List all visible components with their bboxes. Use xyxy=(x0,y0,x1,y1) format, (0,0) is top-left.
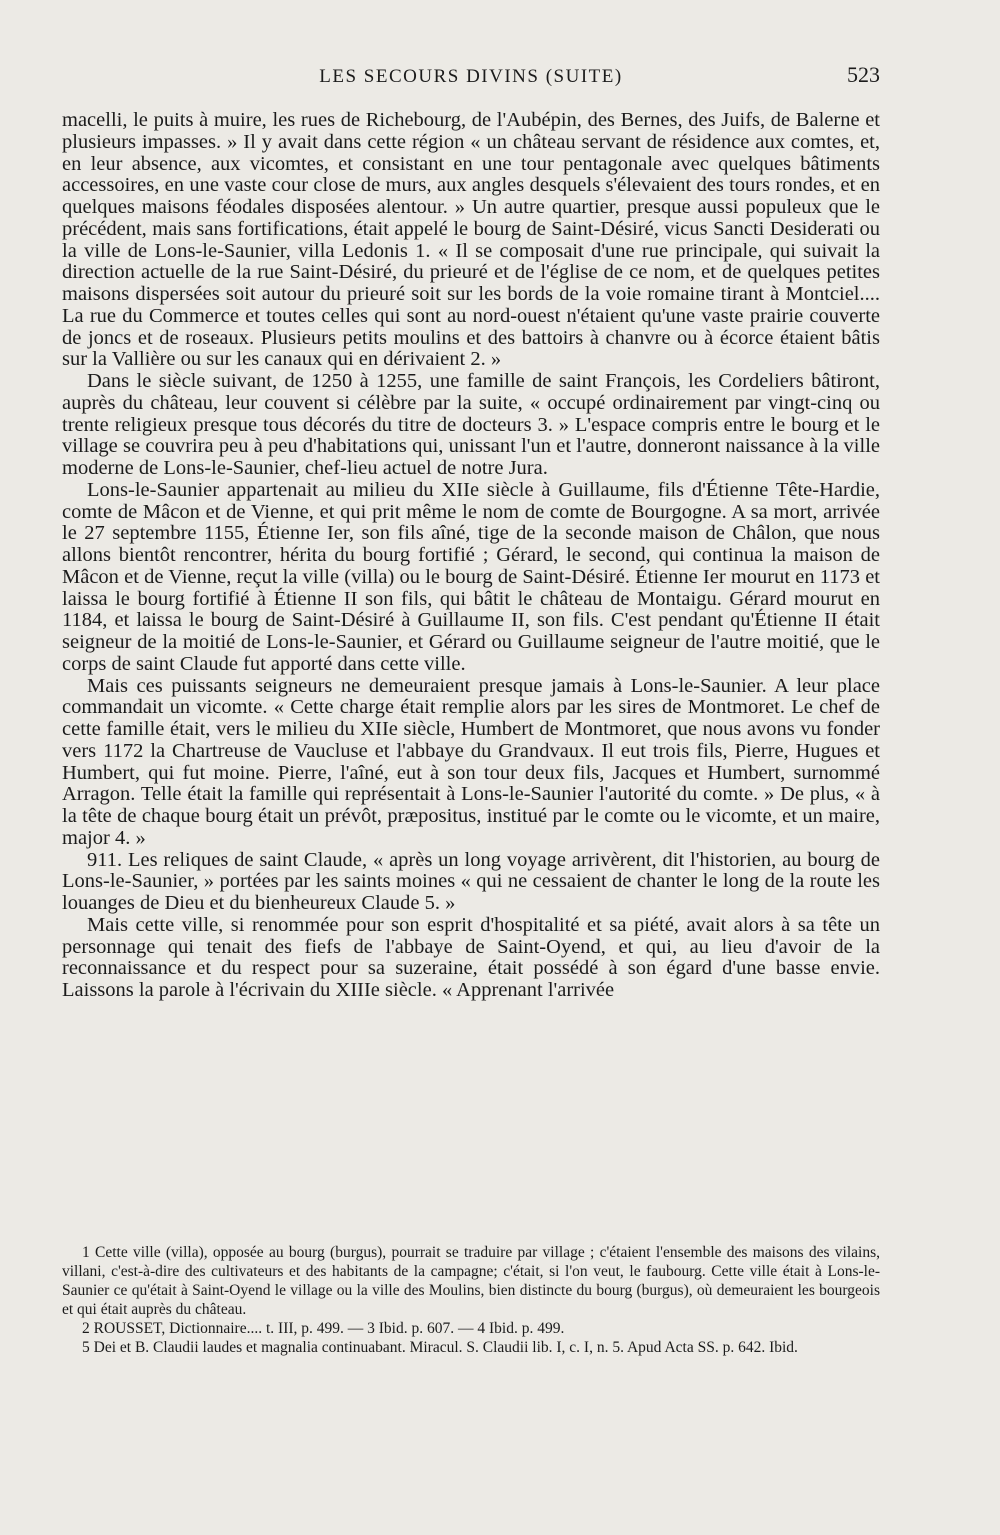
body-text xyxy=(62,110,880,1002)
footnote: 1 Cette ville (villa), opposée au bourg (burgus), pourrait se traduire par village ; c'étaient l'ensemble des maisons des vilains, villani, c'est-à-dire des cultivateurs et des habitants de la campagne; c'était, si l'on veut, le faubourg. Cette ville était à Lons-le-Saunier ce qu'était à Saint-Oyend le village ou la ville des Moulins, bien distincte du bourg (burgus), où demeuraient les bourgeois et qui était auprès du château. xyxy=(62,1244,880,1318)
paragraph: macelli, le puits à muire, les rues de Richebourg, de l'Aubépin, des Bernes, des Juifs, de Balerne et plusieurs impasses. » Il y avait dans cette région « un château servant de résidence aux comtes, et, en leur absence, aux vicomtes, et consistant en une tour pentagonale avec quelques bâtiments accessoires, en une vaste cour close de murs, aux angles desquels s'élevaient des tours rondes, et en quelques maisons féodales disposées alentour. » Un autre quartier, presque aussi populeux que le précédent, mais sans fortifications, était appelé le bourg de Saint-Désiré, vicus Sancti Desiderati ou la ville de Lons-le-Saunier, villa Ledonis 1. « Il se composait d'une rue principale, qui suivait la direction actuelle de la rue Saint-Désiré, du prieuré et de l'église de ce nom, et de quelques petites maisons dispersées soit autour du prieuré soit sur les bords de la voie romaine tirant à Montciel.... La rue du Commerce et toutes celles qui sont au nord-ouest n'étaient qu'une vaste prairie couverte de joncs et de roseaux. Plusieurs petits moulins et des battoirs à chanvre ou à écorce étaient bâtis sur la Vallière ou sur les canaux qui en dérivaient 2. » xyxy=(62,109,880,371)
footnotes xyxy=(62,1243,880,1357)
running-title: LES SECOURS DIVINS (SUITE) xyxy=(319,66,623,87)
paragraph: Dans le siècle suivant, de 1250 à 1255, une famille de saint François, les Cordeliers bâtiront, auprès du château, leur couvent si célèbre par la suite, « occupé ordinairement par vingt-cinq ou trente religieux presque tous décorés du titre de docteurs 3. » L'espace compris entre le bourg et le village se couvrira peu à peu d'habitations qui, unissant l'un et l'autre, donneront naissance à la ville moderne de Lons-le-Saunier, chef-lieu actuel de notre Jura. xyxy=(62,370,880,479)
paragraph: Mais cette ville, si renommée pour son esprit d'hospitalité et sa piété, avait alors à sa tête un personnage qui tenait des fiefs de l'abbaye de Saint-Oyend, et qui, au lieu d'avoir de la reconnaissance et du respect pour sa suzeraine, était possédé à son égard d'une basse envie. Laissons la parole à l'écrivain du XIIIe siècle. « Apprenant l'arrivée xyxy=(62,913,880,1001)
paragraph: Mais ces puissants seigneurs ne demeuraient presque jamais à Lons-le-Saunier. A leur place commandait un vicomte. « Cette charge était remplie alors par les sires de Montmoret. Le chef de cette famille était, vers le milieu du XIIe siècle, Humbert de Montmoret, que nous avons vu fonder vers 1172 la Chartreuse de Vaucluse et l'abbaye du Grandvaux. Il eut trois fils, Pierre, Hugues et Humbert, qui fut moine. Pierre, l'aîné, eut à son tour deux fils, Jacques et Humbert, surnommé Arragon. Telle était la famille qui représentait à Lons-le-Saunier l'autorité du comte. » De plus, « à la tête de chaque bourg était un prévôt, præpositus, institué par le comte ou le vicomte, et un maire, major 4. » xyxy=(62,674,880,849)
footnote: 2 ROUSSET, Dictionnaire.... t. III, p. 499. — 3 Ibid. p. 607. — 4 Ibid. p. 499. xyxy=(82,1320,565,1337)
page-header xyxy=(62,62,880,92)
paragraph: 911. Les reliques de saint Claude, « après un long voyage arrivèrent, dit l'historien, au bourg de Lons-le-Saunier, » portées par les saints moines « qui ne cessaient de chanter le long de la route les louanges de Dieu et du bienheureux Claude 5. » xyxy=(62,848,880,914)
footnote: 5 Dei et B. Claudii laudes et magnalia continuabant. Miracul. S. Claudii lib. I, c. I, n. 5. Apud Acta SS. p. 642. Ibid. xyxy=(82,1339,798,1356)
paragraph: Lons-le-Saunier appartenait au milieu du XIIe siècle à Guillaume, fils d'Étienne Tête-Hardie, comte de Mâcon et de Vienne, et qui prit même le nom de comte de Bourgogne. A sa mort, arrivée le 27 septembre 1155, Étienne Ier, son fils aîné, tige de la seconde maison de Châlon, que nous allons bientôt rencontrer, hérita du bourg fortifié ; Gérard, le second, qui continua la maison de Mâcon et de Vienne, reçut la ville (villa) ou le bourg de Saint-Désiré. Étienne Ier mourut en 1173 et laissa le bourg fortifié à Étienne II son fils, qui bâtit le château de Montaigu. Gérard mourut en 1184, et laissa le bourg de Saint-Désiré à Guillaume II, son fils. C'est pendant qu'Étienne II était seigneur de la moitié de Lons-le-Saunier, et Gérard ou Guillaume seigneur de l'autre moitié, que le corps de saint Claude fut apporté dans cette ville. xyxy=(62,478,880,675)
page-number: 523 xyxy=(847,62,880,87)
